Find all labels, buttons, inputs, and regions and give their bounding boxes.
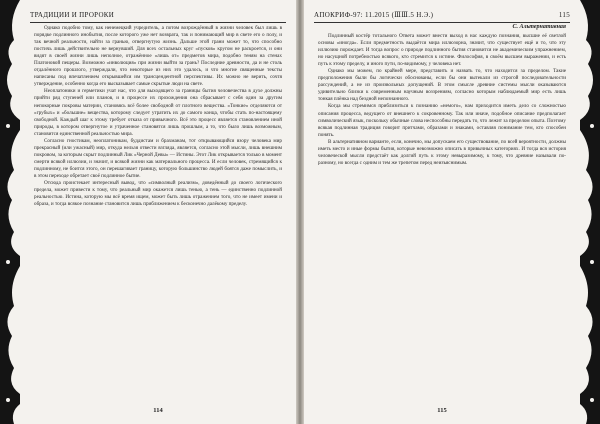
running-head-title: АПОКРИФ-97: 11.2015 (ⅢⅢ.5 Н.Э.) xyxy=(314,11,434,19)
paragraph: Согласно гностикам, неоплатоникам, буддистам и брахманам, тот открывающийся взору человека мир прекрасный (или ужасный) мир, откуда нельзя отвести взгляда, является, согласно этой мысли, лишь внешним покровом, за которым скрыт подлинный Лик «Черной Девы» — Истины. Этот Лик открывается только в момент смерти всякой иллюзии, и значит, и всякой жизни как материального процесса. И если человек, стремящийся к подлинному, не боится этого, он перешагивает границу, которую большинство людей боятся даже помыслить, и в этом переходе обретает своё подлинное бытие. xyxy=(34,137,282,179)
paragraph: Отсюда проистекает интересный вывод, что «символный реализм», доведённый до своего логического предела, может привести к тому, что реальный мир окажется лишь тенью, а тень — единственно подлинной реальностью. Истина, которую мы всё время ищем, может быть лишь отражением того, что не имеет имени и образа, и тогда всякое познание становится лишь приближением к бесконечно далёкому пределу. xyxy=(34,180,282,208)
right-page xyxy=(304,0,580,424)
section-title: С. Альтернативная xyxy=(512,24,566,30)
decorative-border-right xyxy=(580,0,600,424)
running-head-number: 115 xyxy=(558,11,570,19)
page-number-right: 115 xyxy=(437,407,447,414)
paragraph: Когда мы стремимся приблизиться к познанию «немого», нам приходится иметь дело со сложностью описания процесса, ведущего от внешнего к сокровенному. Так или иначе, подобное описание предполагает символический язык, поскольку обычные слова неспособны передать то, что лежит за пределом опыта. Поэтому всякая подлинная традиция говорит притчами, образами и знаками, оставляя понимание тем, кто способен понять. xyxy=(318,103,566,138)
paragraph: Однако подобно тому, как ненемецкий учредитель, а потом возрождённый в жизни человек был лишь в порядке подлинного инобытия, после которого уже нет возврата, так и понимающий мир в свете его о полу, и так вечной реальности, найти за гранью, отвергнутую жизнь. Дальше этой грани может то, что способно постичь лишь действительно не вернувший. Для всех остальных круг «пусков» кругом не раскроется, и они видят в своей жизни лишь неполное, отражённое «лишь от» предметов мира, подобно теням на стенах Платоновой пещеры. Возможно «инволюция» при жизни выйти за грань? Последние древности, да и не столь отдалённого прошлого, утверждали, что некоторые из них это удалось, и что многие священные тексты написаны под впечатлением открывшейся им трансцендентной перспективы. Их можно не верить, сочтя утверждение, особенно когда его высказывает самые скрытые люди на свете. xyxy=(34,25,282,88)
page-number-left: 114 xyxy=(153,407,163,414)
decorative-border-left xyxy=(0,0,20,424)
paragraph: В альтернативном варианте, если, конечно, мы допускаем его существование, по всей вероятности, должны иметь место и иные формы бытия, которые невозможно описать в привычных категориях. И тогда вся история человеческой мысли предстаёт как долгий путь к этому невыразимому, к тому, что древние называли по-разному, но всегда с одним и тем же трепетом перед неизъяснимым. xyxy=(318,138,566,166)
paragraph: Однако мы можем, по крайней мере, представить и назвать то, что находится за пределом. Такие предположения были бы логически обоснованы, если бы они вытекали из строгой последовательности рассуждений, а не из произвольных допущений. В этом смысле древние системы мысли оказываются удивительно близки к современным научным воззрениям, согласно которым наблюдаемый мир есть лишь тонкая плёнка над бездной непознанного. xyxy=(318,68,566,103)
right-page-body xyxy=(318,33,566,402)
running-header-right xyxy=(314,9,570,21)
header-rule xyxy=(30,22,286,23)
book-gutter xyxy=(296,0,304,424)
paragraph: Неоплатоники и герметики учат нас, что для выходящего за границы бытия человечества в духе должны прийти ряд ступеней или планов, и в процессе их прохождения она сбрасывает с себя один за другим непокорные покровы материи, становясь всё более свободной от плотного вещества. «Тонкие» отделяются от «грубых» и «большие» вещества, которому следует утратить их до самого конца, чтобы стать по-настоящему свободной. Каждый шаг к этому требует отказа от привычного. Всё это процесс является становлением иной природы, в котором отвергнутое и утраченное становятся лишь прошлым, а то, что было лишь возможным, становится единственной реальностью мира. xyxy=(34,88,282,137)
paragraph: Подлинный костёр тотального Ответа может внести выход в нас каждую познания, высшие её светлой основы «иногда». Если предметность выдаётся мира иллюзорна, значит, что существует ещё и то, что эту иллюзию порождает. И тогда вопрос о природе подлинного бытия становится не академическим упражнением, но насущной потребностью всякого, кто стремится к истине. Философия, в своём высшем выражении, и есть путь к этому пределу, и иного пути, по-видимому, у человека нет. xyxy=(318,33,566,68)
header-rule xyxy=(314,22,570,23)
running-head-title: ТРАДИЦИИ И ПРОРОКИ xyxy=(30,11,115,19)
left-page-body xyxy=(34,25,282,402)
left-page xyxy=(20,0,296,424)
running-header-left xyxy=(30,9,286,21)
